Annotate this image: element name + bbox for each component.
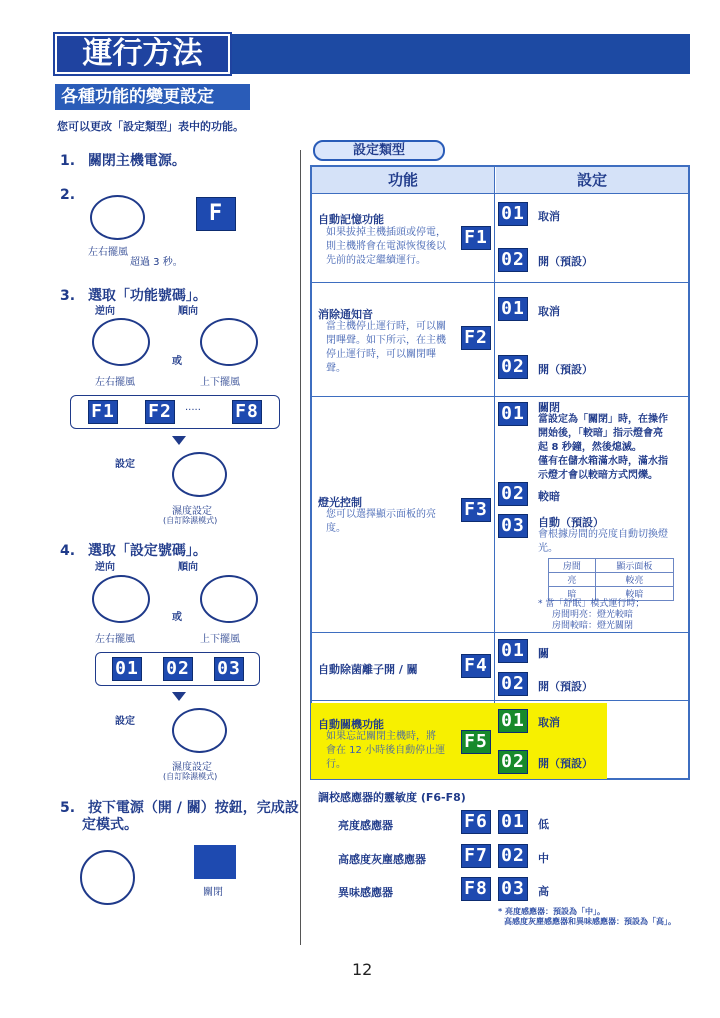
f5-desc: 如果忘記關閉主機時，將 會在 12 小時後自動停止運 行。 [326, 731, 446, 770]
or-label: 或 [172, 356, 182, 367]
f3-name: 燈光控制 [318, 496, 362, 509]
seq-f8: F8 [232, 400, 262, 424]
hand-swing-updown-icon [200, 318, 258, 366]
f5-code: F5 [461, 730, 491, 754]
row-line-2 [312, 396, 688, 397]
step-4: 4. 選取「設定號碼」。 [60, 543, 207, 559]
lcd-f1: F 1 [196, 197, 236, 231]
down-arrow-icon-2 [172, 692, 186, 701]
sensors-note: * 亮度感應器：預設為「中」。 高感度灰塵感應器和異味感應器：預設為「高」。 [498, 907, 676, 926]
dir-reverse: 逆向 [95, 306, 115, 317]
f4-opt2-code: 02 [498, 672, 528, 696]
sensor-odor-label: 異味感應器 [338, 886, 393, 899]
humidity-button-icon [172, 452, 227, 497]
f3-opt1-desc: 當設定為「關閉」時，在操作 開始後，「較暗」指示燈會亮 起 8 秒鐘，然後熄滅。 僅有在儲水箱滿水時，滿水指 示燈才會以較暗方式閃爍。 [538, 414, 668, 481]
f1-name: 自動記憶功能 [318, 213, 384, 226]
f3-opt1-label: 關閉 [538, 401, 560, 414]
f3-opt2-code: 02 [498, 482, 528, 506]
f3-opt3-code: 03 [498, 514, 528, 538]
power-button-icon [80, 850, 135, 905]
f2-opt1-label: 取消 [538, 305, 560, 318]
sensor-f8-level: 高 [538, 885, 549, 898]
dir-forward: 順向 [178, 306, 198, 317]
col-setting: 設定 [496, 167, 688, 193]
hand-swing-left-icon-2 [92, 575, 150, 623]
f3-opt3-desc: 會根據房間的亮度自動切換燈 光。 [538, 529, 668, 554]
step-1: 1. 關閉主機電源。 [60, 153, 186, 169]
row-line-1 [312, 282, 688, 283]
seq-03: 03 [214, 657, 244, 681]
brightness-subtable: 房間 顯示面板 亮 較亮 暗 較暗 [548, 558, 674, 601]
humidity-label-2: 濕度設定 [172, 762, 212, 773]
dir-reverse-2: 逆向 [95, 562, 115, 573]
sensor-f7-val: 02 [498, 844, 528, 868]
sensor-f6-val: 01 [498, 810, 528, 834]
f4-opt1-code: 01 [498, 639, 528, 663]
sensor-f8-code: F8 [461, 877, 491, 901]
left-swing-caption-2: 左右擺風 [95, 634, 135, 645]
sensors-title: 調校感應器的靈敏度 (F6-F8) [318, 791, 466, 804]
f3-opt2-label: 較暗 [538, 490, 560, 503]
f5-opt2-code: 02 [498, 750, 528, 774]
seq-dots: ····· [185, 405, 201, 416]
row-line-3 [312, 632, 688, 633]
f1-opt1-code: 01 [498, 202, 528, 226]
col-function: 功能 [312, 167, 494, 193]
f3-opt3-label: 自動（預設） [538, 516, 604, 529]
updown-swing-caption-2: 上下擺風 [200, 634, 240, 645]
f4-opt2-label: 開（預設） [538, 680, 593, 693]
step-5: 5. 按下電源（開 / 關）按鈕，完成設 [60, 800, 299, 816]
updown-swing-caption: 上下擺風 [200, 377, 240, 388]
seq-f1: F1 [88, 400, 118, 424]
left-swing-caption: 左右擺風 [95, 377, 135, 388]
page-title: 運行方法 [55, 34, 230, 74]
f1-opt1-label: 取消 [538, 210, 560, 223]
seq-01: 01 [112, 657, 142, 681]
f2-code: F2 [461, 326, 491, 350]
humidity-label: 濕度設定 [172, 506, 212, 517]
f5-name: 自動關機功能 [318, 718, 384, 731]
set-label-2: 設定 [115, 716, 135, 727]
seq-f2: F2 [145, 400, 175, 424]
off-label: 關閉 [203, 887, 223, 898]
step-5-line2: 定模式。 [82, 817, 138, 833]
humidity-sub: (自訂除濕模式) [163, 516, 218, 525]
f1-opt2-code: 02 [498, 248, 528, 272]
f3-opt1-code: 01 [498, 402, 528, 426]
f2-opt1-code: 01 [498, 297, 528, 321]
f4-code: F4 [461, 654, 491, 678]
page-number: 12 [352, 960, 373, 979]
f1-code: F1 [461, 226, 491, 250]
f3-code: F3 [461, 498, 491, 522]
step-2-duration: 超過 3 秒。 [130, 257, 183, 268]
section-subtitle: 各種功能的變更設定 [55, 84, 250, 110]
f2-desc: 當主機停止運行時，可以關 閉嗶聲。如下所示，在主機 停止運行時，可以關閉嗶 聲。 [326, 321, 446, 374]
step-3: 3. 選取「功能號碼」。 [60, 288, 207, 304]
dir-forward-2: 順向 [178, 562, 198, 573]
f4-name: 自動除菌離子開 / 關 [318, 663, 418, 676]
sensor-f7-code: F7 [461, 844, 491, 868]
f2-opt2-code: 02 [498, 355, 528, 379]
sensor-f7-level: 中 [538, 852, 549, 865]
f5-opt2-label: 開（預設） [538, 757, 593, 770]
f2-opt2-label: 開（預設） [538, 363, 593, 376]
f3-desc: 您可以選擇顯示面板的亮 度。 [326, 509, 436, 534]
set-label: 設定 [115, 459, 135, 470]
hand-swing-updown-icon-2 [200, 575, 258, 623]
f1-desc: 如果拔掉主機插頭或停電， 則主機將會在電源恢復後以 先前的設定繼續運行。 [326, 227, 446, 266]
step-2-caption: 左右擺風 [88, 247, 128, 258]
column-divider [300, 150, 301, 945]
humidity-button-icon-2 [172, 708, 227, 753]
sensor-dust-label: 高感度灰塵感應器 [338, 853, 426, 866]
hand-swing-icon [90, 195, 145, 240]
or-label-2: 或 [172, 612, 182, 623]
row-line-0 [312, 193, 688, 194]
intro-text: 您可以更改「設定類型」表中的功能。 [57, 120, 244, 133]
sensor-f6-code: F6 [461, 810, 491, 834]
f5-opt1-code: 01 [498, 709, 528, 733]
f5-opt1-label: 取消 [538, 716, 560, 729]
f4-opt1-label: 關 [538, 647, 549, 660]
tab-setting-type: 設定類型 [313, 140, 445, 161]
f2-name: 消除通知音 [318, 308, 373, 321]
row-line-4 [312, 700, 688, 701]
humidity-sub-2: (自訂除濕模式) [163, 772, 218, 781]
table-col-sep [494, 167, 495, 779]
display-off-square [194, 845, 236, 879]
hand-swing-left-icon [92, 318, 150, 366]
sensor-brightness-label: 亮度感應器 [338, 819, 393, 832]
seq-02: 02 [163, 657, 193, 681]
step-2-num: 2. [60, 187, 76, 203]
sensor-f8-val: 03 [498, 877, 528, 901]
f3-note: * 當「舒眠」模式運行時； 房間明亮：燈光較暗 房間較暗：燈光關閉 [538, 599, 645, 631]
down-arrow-icon [172, 436, 186, 445]
f1-opt2-label: 開（預設） [538, 255, 593, 268]
sensor-f6-level: 低 [538, 818, 549, 831]
